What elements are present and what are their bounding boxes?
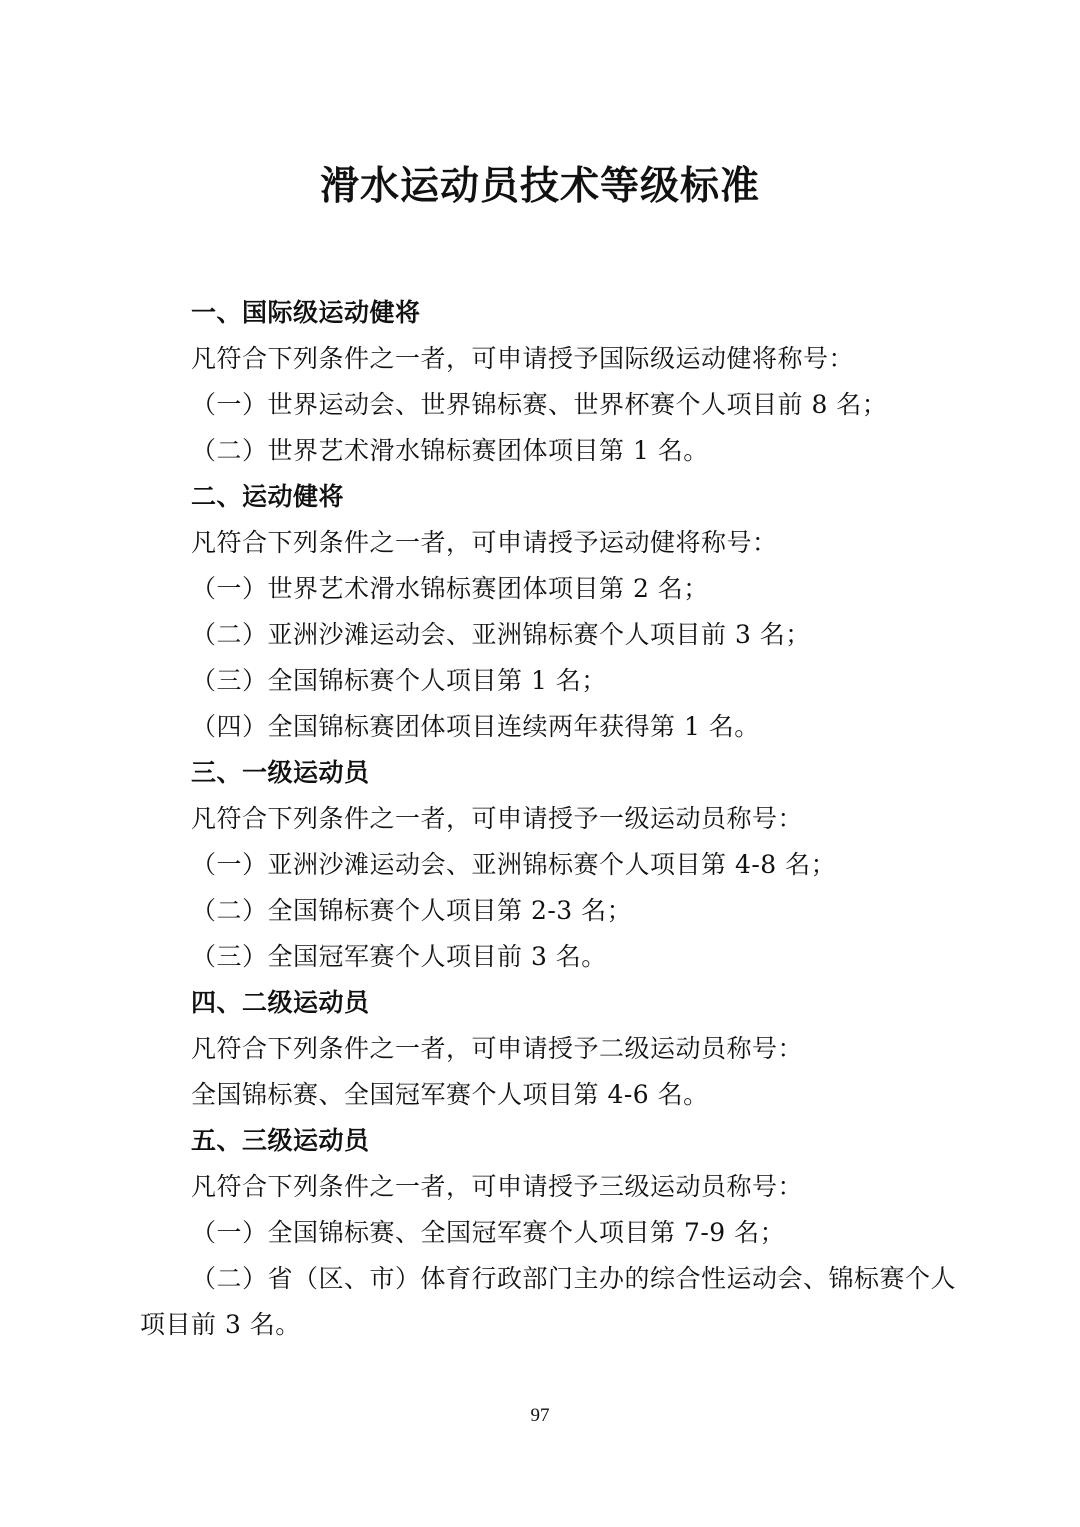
section-heading: 二、运动健将 bbox=[191, 482, 345, 511]
section-intro: 凡符合下列条件之一者，可申请授予二级运动员称号： bbox=[191, 1034, 804, 1063]
list-item: （二）省（区、市）体育行政部门主办的综合性运动会、锦标赛个人 bbox=[191, 1264, 957, 1293]
section-intro: 凡符合下列条件之一者，可申请授予运动健将称号： bbox=[191, 528, 778, 557]
section-intro: 凡符合下列条件之一者，可申请授予一级运动员称号： bbox=[191, 804, 804, 833]
list-item: （一）世界运动会、世界锦标赛、世界杯赛个人项目前 8 名； bbox=[191, 390, 888, 419]
section-heading: 三、一级运动员 bbox=[191, 758, 370, 787]
section-heading: 四、二级运动员 bbox=[191, 988, 370, 1017]
list-item-continuation: 项目前 3 名。 bbox=[140, 1310, 301, 1339]
list-item: （二）世界艺术滑水锦标赛团体项目第 1 名。 bbox=[191, 436, 709, 465]
list-item: （一）全国锦标赛、全国冠军赛个人项目第 7-9 名； bbox=[191, 1218, 786, 1247]
section-intro: 凡符合下列条件之一者，可申请授予国际级运动健将称号： bbox=[191, 344, 855, 373]
page-number: 97 bbox=[530, 1405, 550, 1426]
document-title: 滑水运动员技术等级标准 bbox=[319, 163, 760, 209]
list-item: （一）世界艺术滑水锦标赛团体项目第 2 名； bbox=[191, 574, 709, 603]
section-heading: 一、国际级运动健将 bbox=[191, 298, 421, 327]
list-item: （四）全国锦标赛团体项目连续两年获得第 1 名。 bbox=[191, 712, 760, 741]
list-item: （三）全国锦标赛个人项目第 1 名； bbox=[191, 666, 607, 695]
list-item: （二）亚洲沙滩运动会、亚洲锦标赛个人项目前 3 名； bbox=[191, 620, 811, 649]
section-heading: 五、三级运动员 bbox=[191, 1126, 370, 1155]
list-item: （二）全国锦标赛个人项目第 2-3 名； bbox=[191, 896, 633, 925]
list-item: （三）全国冠军赛个人项目前 3 名。 bbox=[191, 942, 607, 971]
section-intro: 凡符合下列条件之一者，可申请授予三级运动员称号： bbox=[191, 1172, 804, 1201]
list-item: （一）亚洲沙滩运动会、亚洲锦标赛个人项目第 4-8 名； bbox=[191, 850, 837, 879]
list-item: 全国锦标赛、全国冠军赛个人项目第 4-6 名。 bbox=[191, 1080, 709, 1109]
